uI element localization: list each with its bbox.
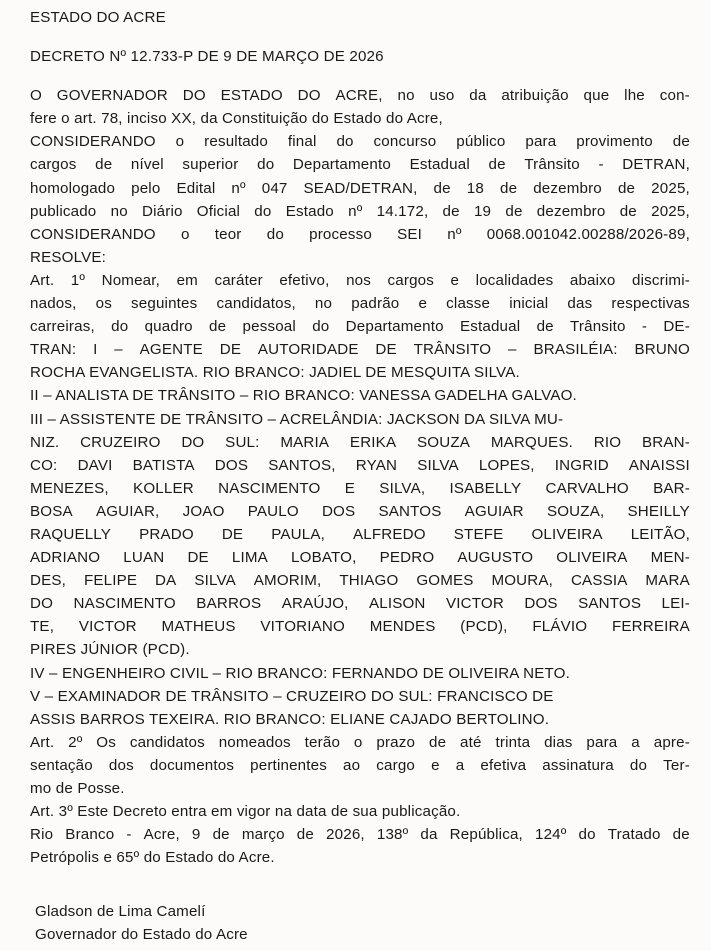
art1-line-13: ADRIANO LUAN DE LIMA LOBATO, PEDRO AUGUSTO OLIVEIRA MEN- — [30, 549, 690, 567]
considerando-line-2: cargos de nível superior do Departamento Estadual de Trânsito - DETRAN, — [30, 156, 690, 174]
art1-line-12: RAQUELLY PRADO DE PAULA, ALFREDO STEFE OLIVEIRA LEITÃO, — [30, 525, 690, 543]
art1-line-19: V – EXAMINADOR DE TRÂNSITO – CRUZEIRO DO SUL: FRANCISCO DE — [30, 687, 554, 705]
art3-line-1: Art. 3º Este Decreto entra em vigor na data de sua publicação. — [30, 803, 461, 821]
article-2-paragraph — [30, 731, 690, 800]
art1-line-10: MENEZES, KOLLER NASCIMENTO E SILVA, ISABELLY CARVALHO BAR- — [30, 479, 690, 497]
spacer — [30, 869, 690, 900]
considerando-line-4: publicado no Diário Oficial do Estado nº 14.172, de 19 de dezembro de 2025, — [30, 202, 690, 220]
closing-paragraph — [30, 823, 690, 869]
art1-line-8: NIZ. CRUZEIRO DO SUL: MARIA ERIKA SOUZA MARQUES. RIO BRAN- — [30, 433, 690, 451]
article-1-paragraph — [30, 269, 690, 731]
art1-line-2: nados, os seguintes candidatos, no padrão e classe inicial das respectivas — [30, 295, 690, 313]
signature-role: Governador do Estado do Acre — [35, 926, 248, 944]
preamble-line-2: fere o art. 78, inciso XX, da Constituição do Estado do Acre, — [30, 110, 443, 128]
preamble-line-1: O GOVERNADOR DO ESTADO DO ACRE, no uso da atribuição que lhe con- — [30, 87, 690, 105]
spacer — [30, 68, 690, 84]
art1-line-20: ASSIS BARROS TEXEIRA. RIO BRANCO: ELIANE CAJADO BERTOLINO. — [30, 710, 550, 728]
considerando-line-1: CONSIDERANDO o resultado final do concurso público para provimento de — [30, 133, 690, 151]
considerando-line-5: CONSIDERANDO o teor do processo SEI nº 0068.001042.00288/2026-89, — [30, 225, 690, 243]
art2-line-3: mo de Posse. — [30, 780, 125, 797]
art2-line-2: sentação dos documentos pertinentes ao cargo e a efetiva assinatura do Ter- — [30, 756, 690, 774]
art1-line-9: CO: DAVI BATISTA DOS SANTOS, RYAN SILVA LOPES, INGRID ANAISSI — [30, 456, 690, 474]
considerando-line-3: homologado pelo Edital nº 047 SEAD/DETRAN, de 18 de dezembro de 2025, — [30, 179, 690, 197]
art2-line-1: Art. 2º Os candidatos nomeados terão o prazo de até trinta dias para a apre- — [30, 733, 690, 751]
art1-line-17: PIRES JÚNIOR (PCD). — [30, 641, 190, 659]
article-3-paragraph — [30, 800, 690, 823]
preamble-paragraph — [30, 84, 690, 130]
art1-line-3: carreiras, do quadro de pessoal do Departamento Estadual de Trânsito - DE- — [30, 318, 690, 336]
art1-line-4: TRAN: I – AGENTE DE AUTORIDADE DE TRÂNSITO – BRASILÉIA: BRUNO — [30, 341, 690, 359]
art1-line-16: TE, VICTOR MATHEUS VITORIANO MENDES (PCD), FLÁVIO FERREIRA — [30, 618, 690, 636]
art1-line-15: DO NASCIMENTO BARROS ARAÚJO, ALISON VICTOR DOS SANTOS LEI- — [30, 595, 690, 613]
document-body — [30, 6, 690, 947]
art1-line-5: ROCHA EVANGELISTA. RIO BRANCO: JADIEL DE MESQUITA SILVA. — [30, 364, 520, 382]
art1-line-1: Art. 1º Nomear, em caráter efetivo, nos cargos e localidades abaixo discrimi- — [30, 271, 690, 289]
closing-line-1: Rio Branco - Acre, 9 de março de 2026, 138º da República, 124º do Tratado de — [30, 826, 690, 844]
art1-line-7: III – ASSISTENTE DE TRÂNSITO – ACRELÂNDIA: JACKSON DA SILVA MU- — [30, 410, 564, 428]
state-header: ESTADO DO ACRE — [30, 9, 166, 26]
art1-line-14: DES, FELIPE DA SILVA AMORIM, THIAGO GOMES MOURA, CASSIA MARA — [30, 572, 690, 590]
signature-name: Gladson de Lima Camelí — [35, 903, 206, 921]
signature-block — [35, 900, 690, 946]
considerandos-paragraph — [30, 130, 690, 269]
spacer — [30, 29, 690, 45]
decree-title: DECRETO Nº 12.733-P DE 9 DE MARÇO DE 2026 — [30, 48, 384, 66]
closing-line-2: Petrópolis e 65º do Estado do Acre. — [30, 849, 275, 867]
resolve-line: RESOLVE: — [30, 248, 107, 266]
art1-line-18: IV – ENGENHEIRO CIVIL – RIO BRANCO: FERNANDO DE OLIVEIRA NETO. — [30, 664, 570, 682]
art1-line-6: II – ANALISTA DE TRÂNSITO – RIO BRANCO: VANESSA GADELHA GALVAO. — [30, 387, 577, 405]
art1-line-11: BOSA AGUIAR, JOAO PAULO DOS SANTOS AGUIAR SOUZA, SHEILLY — [30, 502, 690, 520]
